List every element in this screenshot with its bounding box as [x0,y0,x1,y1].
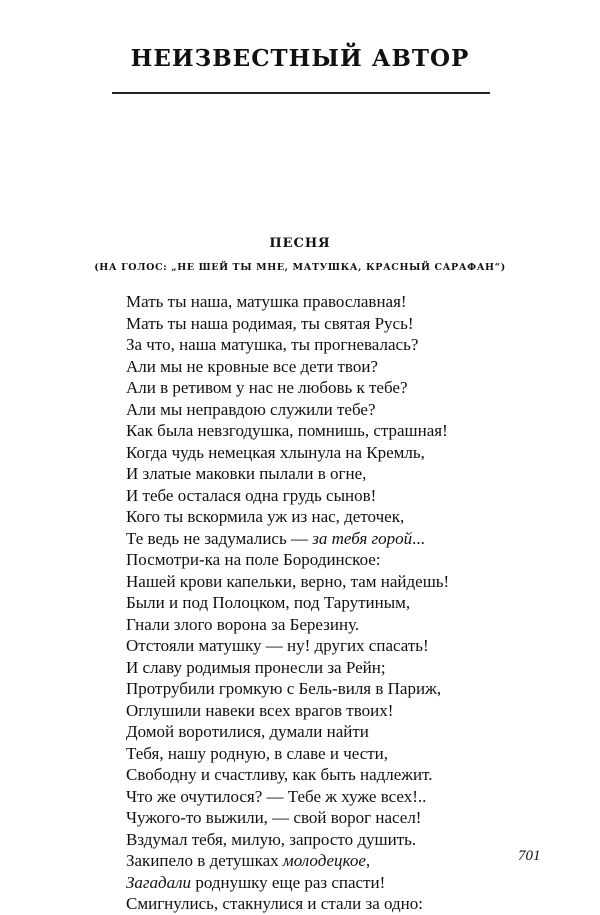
poem-line-text: Али мы неправдою служили тебе? [126,399,376,419]
poem-line-text: Отстояли матушку — ну! других спасать! [126,636,429,655]
poem-line-text: Смигнулись, стакнулися и стали за одно: [126,894,423,913]
poem-line [126,657,526,679]
page-number: 701 [518,848,541,864]
poem-line-text: Посмотри-ка на поле Бородинское: [126,550,381,569]
poem-line [126,635,526,657]
poem-line-text: Мать ты наша, матушка православная! [126,292,407,311]
poem-line-text: Свободну и счастливу, как быть надлежит. [126,765,433,784]
running-header-title: НЕИЗВЕСТНЫЙ АВТОР [130,45,470,72]
poem-line [126,807,526,829]
poem-line [126,442,526,464]
poem-line-text: Домой воротилися, думали найти [126,722,369,741]
poem-line-text: И славу родимыя пронесли за Рейн; [126,657,386,677]
poem-line-text: Мать ты наша родимая, ты святая Русь! [126,313,414,333]
poem-line-italic: за тебя горой [312,528,413,548]
poem-line [126,872,526,894]
poem-line-text: Протрубили громкую с Бель-виля в Париж, [126,679,442,698]
poem-line-text: Оглушили навеки всех врагов твоих! [126,700,394,720]
poem-line [126,571,526,593]
poem-line-text: Али в ретивом у нас не любовь к тебе? [126,378,408,397]
poem-line-text: Закипело в детушках [126,851,283,870]
poem-line [126,829,526,851]
poem-line-text: Гнали злого ворона за Березину. [126,614,360,634]
poem-line [126,614,526,636]
poem-line-text: Когда чудь немецкая хлынула на Кремль, [126,442,425,462]
poem-line-text: Нашей крови капельки, верно, там найдешь! [126,571,450,591]
poem-line-text: Чужого-то выжили, — свой ворог насел! [126,808,422,827]
poem-title: ПЕСНЯ [269,236,331,251]
poem-line [126,893,526,915]
poem-line-text: Вздумал тебя, милую, запросто душить. [126,829,417,849]
poem-line [126,356,526,378]
poem-line [126,485,526,507]
poem-line-text: Что же очутилося? — Тебе ж хуже всех!.. [126,786,427,806]
poem-verses [126,291,526,915]
poem-line-italic: молодецкое [282,851,366,870]
poem-line [126,721,526,743]
poem-line [126,399,526,421]
poem-line-italic: Загадали [126,872,192,892]
poem-line-text: И тебе осталася одна грудь сынов! [126,485,377,505]
poem-line [126,592,526,614]
poem-line [126,850,526,872]
poem-line-text: Кого ты вскормила уж из нас, деточек, [126,507,405,526]
poem-line [126,291,526,313]
poem-line-tail: ... [412,528,425,548]
poem-line [126,743,526,765]
poem-line [126,549,526,571]
poem-line [126,463,526,485]
poem-line-tail: , [365,851,371,870]
poem-line-text: Были и под Полоцком, под Тарутиным, [126,593,411,612]
poem-line [126,334,526,356]
poem-line [126,678,526,700]
poem-line [126,786,526,808]
poem-line [126,506,526,528]
poem-line-text: И златые маковки пылали в огне, [126,464,367,483]
poem-line [126,528,526,550]
poem-line [126,377,526,399]
poem-line-text: Али мы не кровные все дети твои? [126,356,378,376]
poem-line-text: За что, наша матушка, ты прогневалась? [126,335,419,354]
poem-line-text: Тебя, нашу родную, в славе и чести, [126,743,389,763]
poem-line [126,420,526,442]
header-divider [112,92,490,94]
poem-line-text: Как была невзгодушка, помнишь, страшная! [126,421,448,440]
poem-line [126,700,526,722]
poem-line [126,764,526,786]
poem-subtitle: (НА ГОЛОС: „НЕ ШЕЙ ТЫ МНЕ, МАТУШКА, КРАСНЫЙ САРАФАН“) [94,262,506,273]
poem-line [126,313,526,335]
poem-line-text: Те ведь не задумались — [126,528,313,548]
poem-line-tail: роднушку еще раз спасти! [191,872,386,892]
